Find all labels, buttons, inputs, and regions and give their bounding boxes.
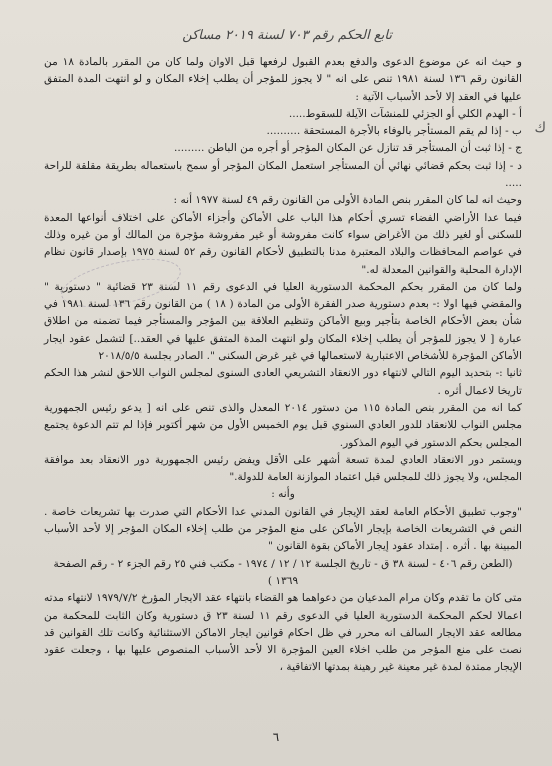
list-item-a: أ - الهدم الكلي أو الجزئي للمنشآت الآيلة للسقوط.....: [288, 107, 522, 120]
paragraph: كما انه من المقرر بنص المادة ١١٥ من دستور ٢٠١٤ المعدل والذى تنص على انه [ يدعو رئيس الجمهورية مجلس النواب للانعقاد للدور العادي السنوي قبل يوم الخميس الأول من شهر أكتوبر فإذا لم تتم الدعوة يجتمع المجلس بحكم الدستور في اليوم المذكور.: [44, 401, 522, 449]
quoted-principle: "وجوب تطبيق الأحكام العامة لعقد الإيجار في القانون المدني عدا الأحكام التي صدرت بها تشريعات خاصة . النص في التشريعات الخاصة بإيجار الأماكن على منع المؤجر من طلب إخلاء المكان المؤجر إلا لأحد الأسباب المبينة بها . أثره . إمتداد عقود إيجار الأماكن بقوة القانون ": [44, 505, 522, 553]
quoted-law: فيما عدا الأراضي الفضاء تسري أحكام هذا الباب على الأماكن وأجزاء الأماكن على اختلاف أنواعها المعدة للسكنى أو لغير ذلك من الأغراض سواء كانت مفروشة أو غير مفروشة مؤجرة من المالك أو من غيره وذلك في عواصم المحافظات والبلاد المعتبرة مدنا بالتطبيق لأحكام القانون رقم ٥٢ لسنة ١٩٧٥ بإصدار قانون نظام الإدارة المحلية والقوانين المعدلة له.": [44, 211, 522, 276]
document-body: [44, 54, 522, 677]
citation: (الطعن رقم ٤٠٦ - لسنة ٣٨ ق - تاريخ الجلسة ١٢ / ١٢ / ١٩٧٤ - مكتب فني ٢٥ رقم الجزء ٢ - رقم الصفحة ١٣٦٩ ): [53, 557, 513, 587]
paragraph: و حيث انه عن موضوع الدعوى والدفع بعدم القبول لرفعها قبل الاوان ولما كان من المقرر بالمادة ١٨ من القانون رقم ١٣٦ لسنة ١٩٨١ تنص على انه " لا يجوز للمؤجر أن يطلب إخلاء المكان و لو انتهت المدة المتفق عليها في العقد إلا لأحد الأسباب الآتية :: [44, 56, 522, 103]
paragraph: ولما كان من المقرر بحكم المحكمة الدستورية العليا في الدعوى رقم ١١ لسنة ٢٣ قضائية " دستورية " والمقضي فيها اولا :- بعدم دستورية صدر الفقرة الأولى من المادة ( ١٨ ) من القانون رقم ١٣٦ لسنة ١٩٨١ في شأن بعض الأحكام الخاصة بتأجير وبيع الأماكن وتنظيم العلاقة بين المؤجر والمستأجر فيما تضمنه من اطلاق عبارة [ لا يجوز للمؤجر أن يطلب إخلاء المكان ولو انتهت المدة المتفق عليها في العقد..] لتشمل عقود ايجار الأماكن المؤجرة للأشخاص الاعتبارية لاستعمالها في غير غرض السكنى ". الصادر بجلسة ٢٠١٨/٥/٥: [44, 280, 523, 363]
list-item-c: ج - إذا ثبت أن المستأجر قد تنازل عن المكان المؤجر أو أجره من الباطن .........: [174, 142, 522, 155]
paragraph: وحيث انه لما كان المقرر بنص المادة الأولى من القانون رقم ٤٩ لسنة ١٩٧٧ أنه :: [173, 194, 522, 207]
list-item-b: ب - إذا لم يقم المستأجر بالوفاء بالأجرة المستحقة ..........: [266, 125, 522, 138]
paragraph: ثانيا :- بتحديد اليوم التالي لانتهاء دور الانعقاد التشريعي العادى السنوى لمجلس النواب اللاحق لنشر هذا الحكم تاريخا لاعمال أثره .: [44, 367, 522, 397]
page-number: ٦: [272, 730, 280, 744]
paragraph: ويستمر دور الانعقاد العادي لمدة تسعة أشهر على الأقل ويفض رئيس الجمهورية دور الانعقاد بعد موافقة المجلس، ولا يجوز ذلك للمجلس قبل اعتماد الموازنة العامة للدولة.": [44, 453, 523, 484]
paragraph: متى كان ما تقدم وكان مرام المدعيان من دعواهما هو القضاء بانتهاء عقد الايجار المؤرخ ١٩٧٩/٧/٢ لانتهاء مدته اعمالا لحكم المحكمة الدستورية العليا في الدعوى رقم ١١ لسنة ٢٣ ق دستورية وكان الثابت للمحكمة من مطالعه عقد الايجار السالف انه محرر في ظل احكام قوانين ايجار الاماكن الاستثنائية وكانت تلك القوانين قد نصت على منع المؤجر من طلب اخلاء العين المؤجرة الا لأحد الأسباب المنصوص عليها بها ، وجعلت عقود الإيجار ممتدة لمدة غير معينة غير رهينة بمدتها الاتفاقية ،: [44, 592, 522, 674]
paragraph-heading: وأنه :: [271, 488, 295, 501]
margin-mark: ك: [534, 120, 546, 136]
list-item-d: د - إذا ثبت بحكم قضائي نهائي أن المستأجر استعمل المكان المؤجر أو سمح باستعماله بطريقة مقلقة للراحة .....: [44, 159, 522, 190]
page-header: تابع الحكم رقم ٧٠٣ لسنة ٢٠١٩ مساكن: [182, 28, 392, 43]
